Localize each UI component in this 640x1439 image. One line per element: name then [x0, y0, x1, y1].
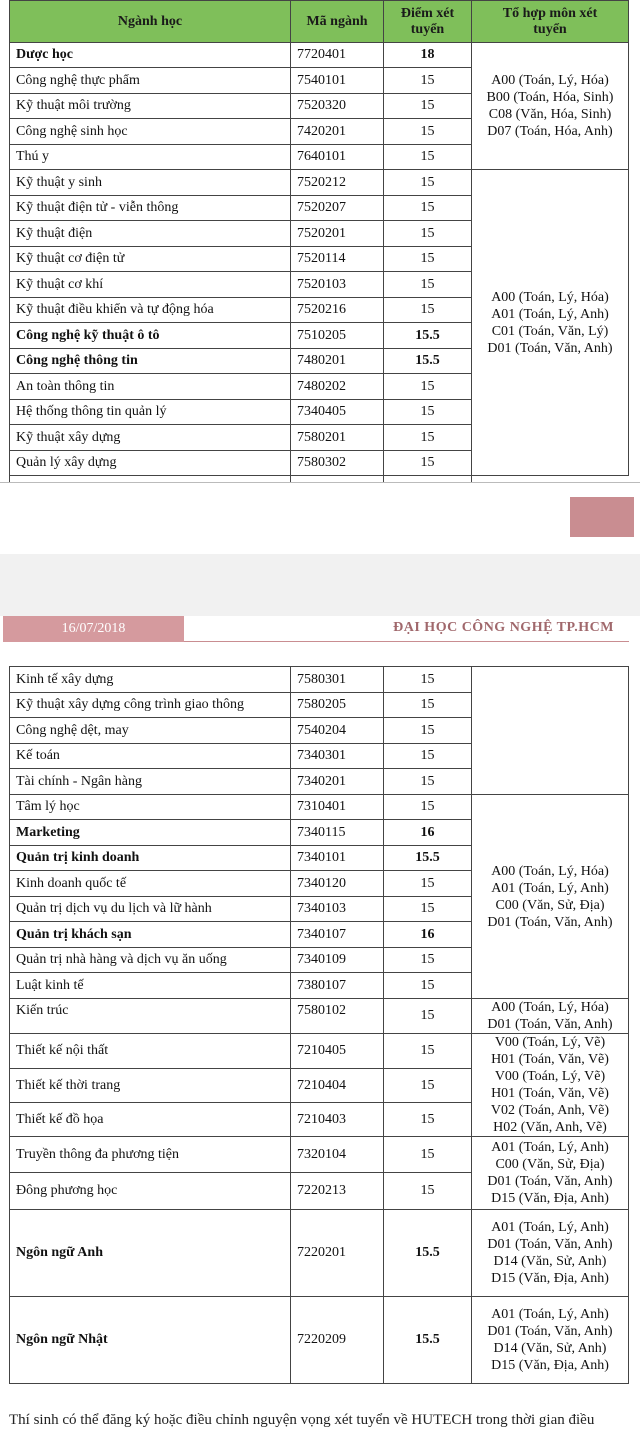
major-score: 15 [384, 999, 472, 1034]
major-name: Luật kinh tế [10, 973, 291, 999]
combo-line: V00 (Toán, Lý, Vẽ) [494, 1035, 606, 1050]
combo-line: D01 (Toán, Văn, Anh) [487, 340, 613, 356]
combo-cell-empty [472, 667, 629, 795]
major-name: Kiến trúc [10, 999, 291, 1034]
table-row [10, 43, 629, 68]
combo-line: A00 (Toán, Lý, Hóa) [491, 863, 609, 879]
major-score: 15 [384, 973, 472, 999]
combo-cell [472, 1137, 629, 1210]
major-code: 7210403 [291, 1103, 384, 1137]
combo-line: B00 (Toán, Hóa, Sinh) [486, 90, 614, 105]
major-name: Tài chính - Ngân hàng [10, 769, 291, 795]
combo-line: C08 (Văn, Hóa, Sinh) [488, 107, 612, 122]
combo-line: C00 (Văn, Sử, Địa) [495, 1157, 605, 1172]
major-code: 7340120 [291, 871, 384, 897]
major-code: 7340301 [291, 744, 384, 769]
header-major: Ngành học [10, 1, 291, 43]
combo-line: D14 (Văn, Sử, Anh) [493, 1254, 607, 1269]
combo-line: D01 (Toán, Văn, Anh) [487, 1017, 613, 1032]
page-footer-decoration [570, 497, 634, 537]
major-name: Công nghệ kỹ thuật ô tô [10, 323, 291, 349]
combo-cell [472, 795, 629, 999]
table-row [10, 999, 629, 1034]
combo-line: V02 (Toán, Anh, Vẽ) [490, 1103, 610, 1118]
major-code: 7720401 [291, 43, 384, 68]
combo-line: D01 (Toán, Văn, Anh) [487, 914, 613, 930]
major-score: 15 [384, 145, 472, 170]
major-name: Kỹ thuật y sinh [10, 170, 291, 196]
combo-line: D15 (Văn, Địa, Anh) [491, 1191, 609, 1206]
major-code: 7480201 [291, 349, 384, 374]
major-score: 15 [384, 1137, 472, 1173]
major-name: Công nghệ dệt, may [10, 718, 291, 744]
major-score: 18 [384, 43, 472, 68]
major-score: 15 [384, 871, 472, 897]
major-score: 15.5 [384, 349, 472, 374]
major-code: 7310401 [291, 795, 384, 820]
combo-line: D01 (Toán, Văn, Anh) [487, 1324, 613, 1339]
major-code: 7340115 [291, 820, 384, 846]
combo-line: D15 (Văn, Địa, Anh) [491, 1271, 609, 1286]
header-code: Mã ngành [291, 1, 384, 43]
major-code: 7340109 [291, 948, 384, 973]
major-score: 15 [384, 298, 472, 323]
major-name: Ngôn ngữ Anh [10, 1210, 291, 1297]
combo-line: D07 (Toán, Hóa, Anh) [487, 124, 613, 139]
combo-line: D01 (Toán, Văn, Anh) [487, 1237, 613, 1252]
major-code: 7520201 [291, 221, 384, 247]
table-row [10, 1210, 629, 1297]
major-score: 15 [384, 272, 472, 298]
major-name: Dược học [10, 43, 291, 68]
major-score: 15 [384, 119, 472, 145]
major-code: 7340103 [291, 897, 384, 922]
combo-line: H02 (Văn, Anh, Vẽ) [493, 1120, 607, 1135]
major-code: 7580301 [291, 667, 384, 693]
major-score: 16 [384, 922, 472, 948]
table-row [10, 795, 629, 820]
major-score: 15 [384, 948, 472, 973]
major-name: Kỹ thuật cơ khí [10, 272, 291, 298]
major-score: 15.5 [384, 846, 472, 871]
major-code: 7540204 [291, 718, 384, 744]
combo-cell [472, 43, 629, 170]
major-name: Kỹ thuật điện tử - viễn thông [10, 196, 291, 221]
major-score: 15 [384, 451, 472, 476]
major-score: 15 [384, 718, 472, 744]
major-score: 15 [384, 94, 472, 119]
major-score: 15 [384, 425, 472, 451]
major-code: 7220209 [291, 1297, 384, 1384]
major-score: 15 [384, 1034, 472, 1069]
combo-line: C00 (Văn, Sử, Địa) [495, 897, 605, 913]
page-footer-area [0, 482, 640, 557]
combo-line: H01 (Toán, Văn, Vẽ) [491, 1052, 609, 1067]
major-name: Kỹ thuật xây dựng [10, 425, 291, 451]
major-name: Kỹ thuật môi trường [10, 94, 291, 119]
major-score: 15 [384, 68, 472, 94]
combo-cell [472, 1210, 629, 1297]
major-score: 15 [384, 196, 472, 221]
major-score: 16 [384, 820, 472, 846]
major-name: Quản trị khách sạn [10, 922, 291, 948]
major-code: 7510205 [291, 323, 384, 349]
major-code: 7340101 [291, 846, 384, 871]
combo-line: H01 (Toán, Văn, Vẽ) [491, 1086, 609, 1101]
major-score: 15 [384, 221, 472, 247]
major-score: 15.5 [384, 323, 472, 349]
major-name: Công nghệ thực phẩm [10, 68, 291, 94]
major-code: 7420201 [291, 119, 384, 145]
major-code: 7210405 [291, 1034, 384, 1069]
major-score: 15 [384, 744, 472, 769]
major-score: 15 [384, 400, 472, 425]
major-code: 7540101 [291, 68, 384, 94]
page-break-band [0, 554, 640, 616]
major-score: 15 [384, 1103, 472, 1137]
major-code: 7520103 [291, 272, 384, 298]
table-header-row [10, 1, 629, 43]
table-row [10, 170, 629, 196]
major-score: 15 [384, 247, 472, 272]
school-name: ĐẠI HỌC CÔNG NGHỆ TP.HCM [393, 620, 614, 635]
combo-cell [472, 999, 629, 1034]
footer-note: Thí sinh có thể đăng ký hoặc điều chỉnh nguyện vọng xét tuyển về HUTECH trong thời gian điều [9, 1412, 595, 1428]
major-code: 7340201 [291, 769, 384, 795]
major-name: Thú y [10, 145, 291, 170]
table-row [10, 667, 629, 693]
major-score: 15 [384, 897, 472, 922]
combo-line: C01 (Toán, Văn, Lý) [491, 323, 609, 339]
major-code: 7580205 [291, 693, 384, 718]
major-code: 7520212 [291, 170, 384, 196]
major-code: 7480202 [291, 374, 384, 400]
major-name: Truyền thông đa phương tiện [10, 1137, 291, 1173]
major-code: 7210404 [291, 1069, 384, 1103]
combo-cell [472, 170, 629, 476]
major-name: Công nghệ sinh học [10, 119, 291, 145]
major-score: 15 [384, 170, 472, 196]
combo-line: A00 (Toán, Lý, Hóa) [491, 1000, 609, 1015]
major-name: Kinh doanh quốc tế [10, 871, 291, 897]
admission-table-2 [9, 666, 629, 1384]
major-code: 7340405 [291, 400, 384, 425]
major-name: Marketing [10, 820, 291, 846]
major-name: Kế toán [10, 744, 291, 769]
major-score: 15 [384, 1069, 472, 1103]
major-code: 7580201 [291, 425, 384, 451]
major-name: Thiết kế đồ họa [10, 1103, 291, 1137]
combo-cell [472, 1034, 629, 1137]
major-code: 7640101 [291, 145, 384, 170]
header-combo: Tổ hợp môn xét tuyển [472, 1, 629, 43]
admission-table-1 [9, 0, 629, 492]
table-row [10, 1034, 629, 1069]
major-name: Quản lý xây dựng [10, 451, 291, 476]
major-code: 7220201 [291, 1210, 384, 1297]
major-code: 7520216 [291, 298, 384, 323]
combo-line: A01 (Toán, Lý, Anh) [491, 1140, 609, 1155]
major-name: Thiết kế thời trang [10, 1069, 291, 1103]
major-score: 15.5 [384, 1210, 472, 1297]
major-name: An toàn thông tin [10, 374, 291, 400]
major-name: Kỹ thuật điện [10, 221, 291, 247]
major-score: 15 [384, 667, 472, 693]
major-name: Kinh tế xây dựng [10, 667, 291, 693]
major-score: 15 [384, 769, 472, 795]
major-code: 7520207 [291, 196, 384, 221]
table-row [10, 1137, 629, 1173]
combo-line: A01 (Toán, Lý, Anh) [491, 1307, 609, 1322]
table-row [10, 1297, 629, 1384]
major-name: Đông phương học [10, 1173, 291, 1210]
major-score: 15 [384, 693, 472, 718]
major-score: 15.5 [384, 1297, 472, 1384]
combo-line: A01 (Toán, Lý, Anh) [491, 306, 609, 322]
major-name: Quản trị nhà hàng và dịch vụ ăn uống [10, 948, 291, 973]
major-name: Quản trị dịch vụ du lịch và lữ hành [10, 897, 291, 922]
combo-line: D15 (Văn, Địa, Anh) [491, 1358, 609, 1373]
major-code: 7520320 [291, 94, 384, 119]
combo-line: A00 (Toán, Lý, Hóa) [491, 289, 609, 305]
major-score: 15 [384, 1173, 472, 1210]
combo-line: A00 (Toán, Lý, Hóa) [491, 73, 609, 88]
major-name: Công nghệ thông tin [10, 349, 291, 374]
major-score: 15 [384, 795, 472, 820]
major-code: 7380107 [291, 973, 384, 999]
major-name: Kỹ thuật cơ điện tử [10, 247, 291, 272]
combo-line: D01 (Toán, Văn, Anh) [487, 1174, 613, 1189]
major-name: Kỹ thuật xây dựng công trình giao thông [10, 693, 291, 718]
page-date: 16/07/2018 [3, 616, 184, 642]
major-name: Quản trị kinh doanh [10, 846, 291, 871]
major-name: Kỹ thuật điều khiển và tự động hóa [10, 298, 291, 323]
major-code: 7580302 [291, 451, 384, 476]
combo-line: A01 (Toán, Lý, Anh) [491, 1220, 609, 1235]
combo-line: V00 (Toán, Lý, Vẽ) [494, 1069, 606, 1084]
combo-cell [472, 1297, 629, 1384]
header-score: Điểm xét tuyển [384, 1, 472, 43]
major-code: 7580102 [291, 999, 384, 1034]
combo-line: A01 (Toán, Lý, Anh) [491, 880, 609, 896]
major-name: Hệ thống thông tin quản lý [10, 400, 291, 425]
major-code: 7520114 [291, 247, 384, 272]
major-score: 15 [384, 374, 472, 400]
major-name: Ngôn ngữ Nhật [10, 1297, 291, 1384]
major-name: Thiết kế nội thất [10, 1034, 291, 1069]
major-code: 7220213 [291, 1173, 384, 1210]
header-rule [184, 641, 629, 642]
major-code: 7340107 [291, 922, 384, 948]
major-name: Tâm lý học [10, 795, 291, 820]
combo-line: D14 (Văn, Sử, Anh) [493, 1341, 607, 1356]
major-code: 7320104 [291, 1137, 384, 1173]
